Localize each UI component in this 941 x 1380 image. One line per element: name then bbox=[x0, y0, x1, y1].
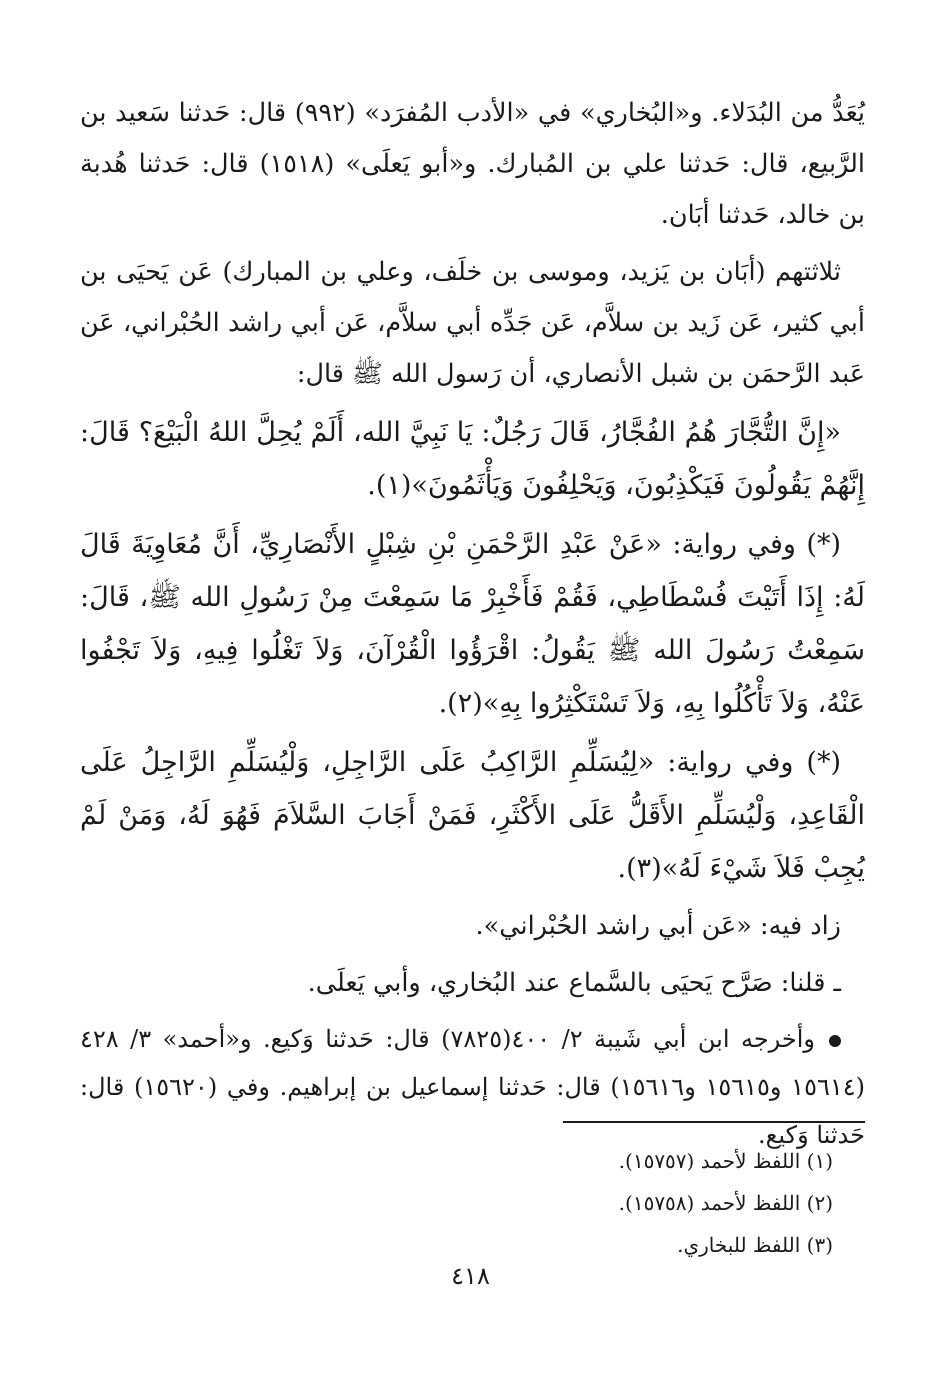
paragraph-intro: يُعَدُّ من البُدَلاء. و«البُخاري» في «الأدب المُفرَد» (٩٩٢) قال: حَدثنا سَعيد بن الرَّبيع، قال: حَدثنا علي بن المُبارك. و«أبو يَعلَى» (١٥١٨) قال: حَدثنا هُدبة بن خالد، حَدثنا أبَان. bbox=[80, 98, 865, 230]
riwaya-paragraph-1: (*) وفي رواية: «عَنْ عَبْدِ الرَّحْمَنِ بْنِ شِبْلٍ الأَنْصَارِيِّ، أَنَّ مُعَاوِيَةَ قَالَ لَهُ: إِذَا أَتَيْتَ فُسْطَاطِي، فَقُمْ فَأَخْبِرْ مَا سَمِعْتَ مِنْ رَسُولِ الله ﷺ، قَالَ: سَمِعْتُ رَسُولَ الله ﷺ يَقُولُ: اقْرَؤُوا الْقُرْآنَ، وَلاَ تَغْلُوا فِيهِ، وَلاَ تَجْفُوا عَنْهُ، وَلاَ تَأْكُلُوا بِهِ، وَلاَ تَسْتَكْثِرُوا بِهِ»(٢). bbox=[80, 529, 865, 719]
takhrij-text: وأخرجه ابن أبي شَيبة ٢/ ٤٠٠(٧٨٢٥) قال: حَدثنا وَكيع. و«أحمد» ٣/ ٤٢٨ (١٥٦١٤ و١٥٦١٥ و١٥٦١٦) قال: حَدثنا إسماعيل بن إبراهيم. وفي (١٥٦٢٠) قال: حَدثنا وَكيع. bbox=[80, 1025, 865, 1149]
addition-note: زاد فيه: «عَن أبي راشد الحُبْراني». bbox=[475, 911, 841, 941]
paragraph-isnad-chain: ثلاثتهم (أبَان بن يَزيد، وموسى بن خلَف، وعلي بن المبارك) عَن يَحيَى بن أبي كثير، عَن زَيد بن سلاَّم، عَن جَدِّه أبي سلاَّم، عَن أبي راشد الحُبْراني، عَن عَبد الرَّحمَن بن شبل الأنصاري، أن رَسول الله ﷺ قال: bbox=[80, 257, 865, 389]
footnote-2: (٢) اللفظ لأحمد (١٥٧٥٨). bbox=[618, 1191, 833, 1215]
page-number: ٤١٨ bbox=[451, 1262, 490, 1290]
footnote-3: (٣) اللفظ للبخاري. bbox=[677, 1233, 833, 1257]
hadith-text: «إِنَّ التُّجَّارَ هُمُ الفُجَّارُ، قَالَ رَجُلٌ: يَا نَبِيَّ الله، أَلَمْ يُحِلَّ اللهُ الْبَيْعَ؟ قَالَ: إِنَّهُمْ يَقُولُونَ فَيَكْذِبُونَ، وَيَحْلِفُونَ وَيَأْثَمُونَ»(١). bbox=[80, 417, 865, 501]
footnote-separator bbox=[563, 1121, 865, 1123]
bullet-icon bbox=[829, 1035, 841, 1047]
riwaya-paragraph-2: (*) وفي رواية: «لِيُسَلِّمِ الرَّاكِبُ عَلَى الرَّاجِلِ، وَلْيُسَلِّمِ الرَّاجِلُ عَلَى الْقَاعِدِ، وَلْيُسَلِّمِ الأَقَلُّ عَلَى الأَكْثَرِ، فَمَنْ أَجَابَ السَّلاَمَ فَهُوَ لَهُ، وَمَنْ لَمْ يُجِبْ فَلاَ شَيْءَ لَهُ»(٣). bbox=[80, 747, 865, 884]
page-body bbox=[80, 88, 865, 1165]
footnote-1: (١) اللفظ لأحمد (١٥٧٥٧). bbox=[618, 1149, 833, 1173]
takhrij-paragraph bbox=[80, 1015, 865, 1159]
footnotes bbox=[233, 1140, 833, 1266]
qulna-note: ـ قلنا: صَرَّح يَحيَى بالسَّماع عند البُخاري، وأبي يَعلَى. bbox=[307, 968, 841, 998]
